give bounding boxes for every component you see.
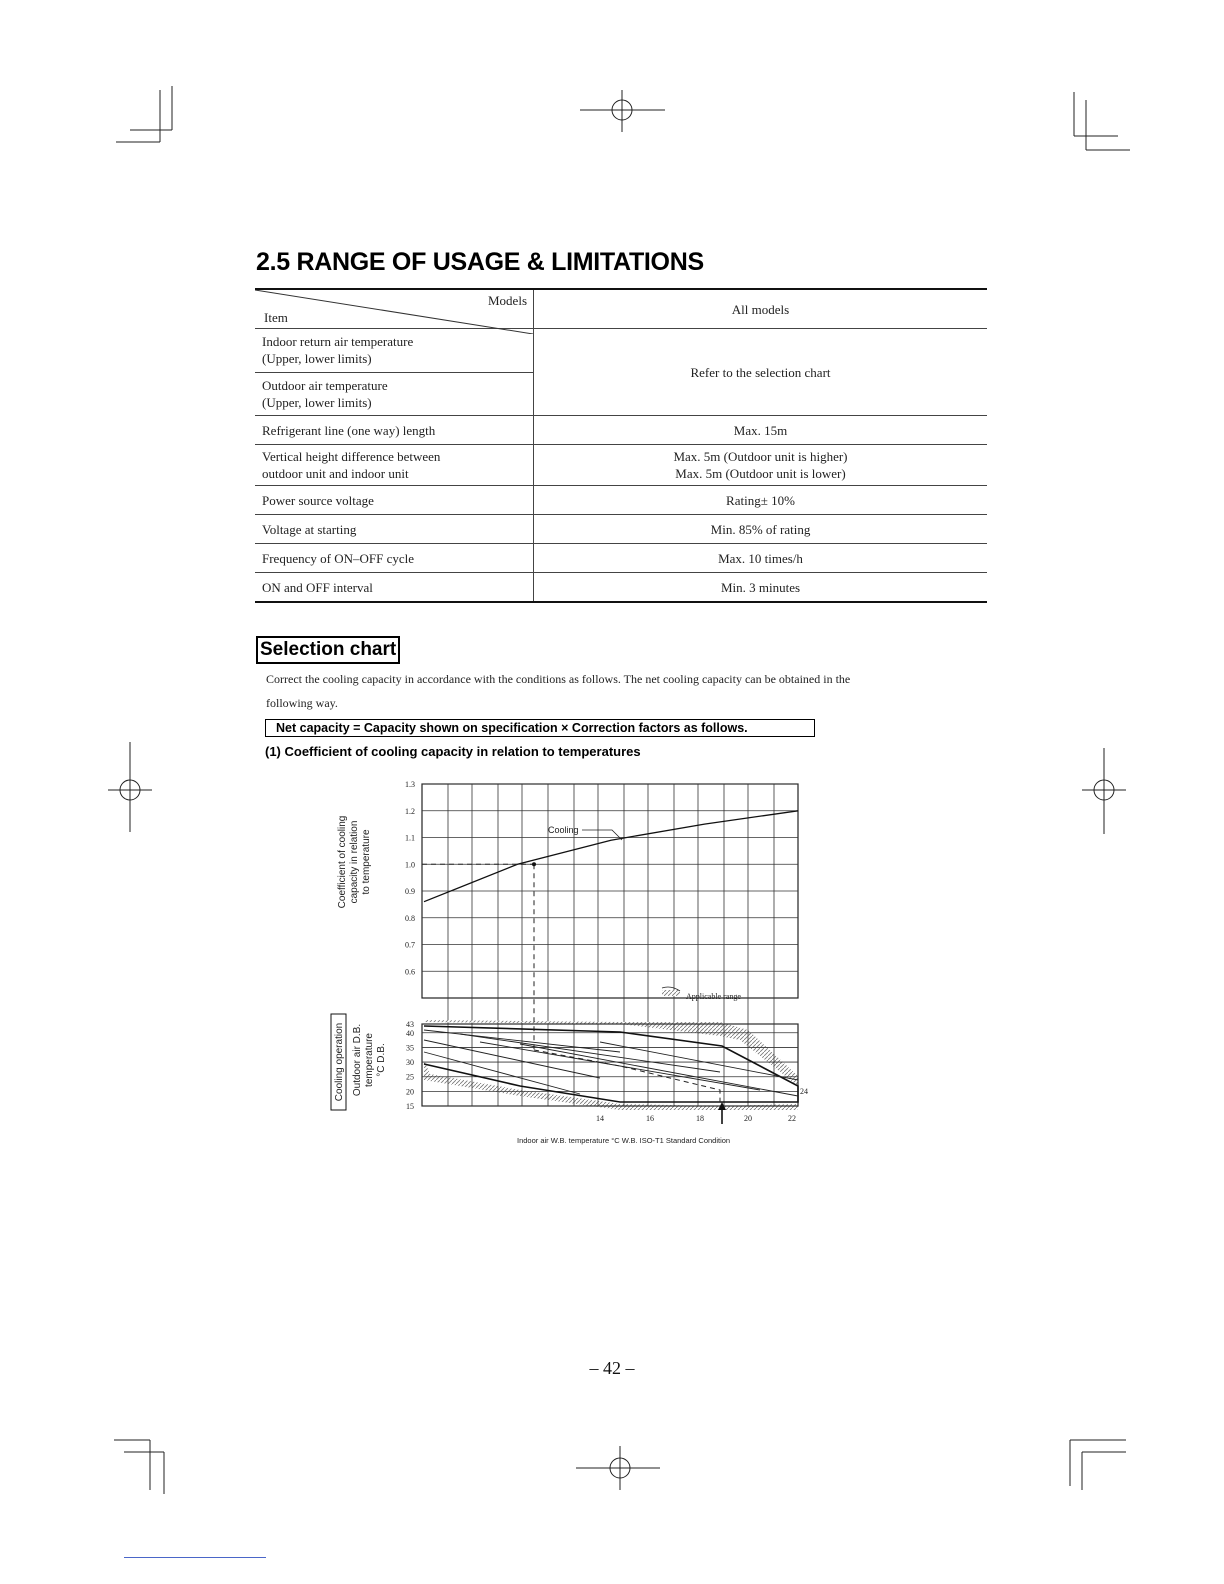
x-tick-label: 18 <box>696 1114 704 1123</box>
selection-paragraph-line2: following way. <box>266 696 338 710</box>
upper-y-tick-label: 0.9 <box>405 887 415 896</box>
lower-ylabel-line2: temperature <box>364 1033 375 1087</box>
row-value: Min. 3 minutes <box>534 573 988 603</box>
row-value: Max. 15m <box>534 416 988 445</box>
lower-y-tick-label: 25 <box>406 1072 414 1082</box>
cooling-label-leader <box>582 830 622 840</box>
upper-y-tick-label: 1.2 <box>405 806 415 816</box>
row-item-text: Indoor return air temperature <box>262 334 414 350</box>
row-item: ON and OFF interval <box>255 573 534 603</box>
lower-y-tick-label: 20 <box>406 1087 414 1097</box>
x-axis-label: Indoor air W.B. temperature °C W.B. ISO-T1 Standard Condition <box>517 1136 731 1145</box>
upper-y-tick-label: 0.7 <box>405 940 415 950</box>
upper-y-tick-label: 0.6 <box>405 967 415 977</box>
lower-ylabel-line1: Outdoor air D.B. <box>352 1023 363 1097</box>
lower-ylabel-line3: °C D.B. <box>376 1043 387 1077</box>
selection-paragraph-line1: Correct the cooling capacity in accordance with the conditions as follows. The net cooling capacity can be obtained in the <box>266 672 851 686</box>
upper-y-tick-label: 1.1 <box>405 833 415 843</box>
legend-applicable-range: Applicable range <box>686 992 741 1001</box>
row-value: Max. 10 times/h <box>534 544 988 573</box>
x-tick-label: 16 <box>646 1114 654 1123</box>
coefficient-heading: (1) Coefficient of cooling capacity in relation to temperatures <box>265 744 641 759</box>
reference-point <box>532 862 536 866</box>
footer-rule <box>124 1557 266 1558</box>
row-item-subtext: outdoor unit and indoor unit <box>262 466 409 481</box>
x-tick-label: 22 <box>788 1114 796 1123</box>
cooling-series-label: Cooling <box>548 825 579 835</box>
cooling-curve <box>424 811 798 902</box>
upper-ylabel-line3: to temperature <box>361 829 372 895</box>
upper-ylabel-line1: Coefficient of cooling <box>337 815 348 909</box>
selection-chart-heading: Selection chart <box>256 636 400 664</box>
cooling-operation-label: Cooling operation <box>334 1022 345 1102</box>
upper-y-tick-label: 0.8 <box>405 913 415 923</box>
row-value: Rating± 10% <box>534 486 988 515</box>
row-item-text: Vertical height difference between <box>262 449 441 464</box>
net-capacity-formula: Net capacity = Capacity shown on specification × Correction factors as follows. <box>265 719 815 737</box>
row-item-subtext: (Upper, lower limits) <box>262 394 372 410</box>
upper-ylabel-line2: capacity in relation <box>349 820 360 904</box>
row-value-text: Max. 5m (Outdoor unit is higher) <box>673 449 848 464</box>
header-models-label: Models <box>488 293 527 308</box>
row-item: Frequency of ON–OFF cycle <box>255 544 534 573</box>
upper-y-tick-label: 1.3 <box>405 780 415 789</box>
row-item-text: Outdoor air temperature <box>262 377 388 393</box>
x-tick-label: 14 <box>596 1114 604 1123</box>
lower-y-tick-label: 40 <box>406 1028 414 1038</box>
upper-y-tick-label: 1.0 <box>405 860 415 870</box>
lower-right-tick-24: 24 <box>800 1087 808 1096</box>
row-value: Min. 85% of rating <box>534 515 988 544</box>
standard-condition-arrow <box>718 1102 726 1124</box>
lower-y-tick-label: 35 <box>406 1043 414 1053</box>
page-number: – 42 – <box>589 1358 635 1378</box>
x-tick-label: 20 <box>744 1114 752 1123</box>
legend-swatch <box>662 987 680 996</box>
header-item-label: Item <box>264 310 288 325</box>
row-item-subtext: (Upper, lower limits) <box>262 351 372 367</box>
row-item: Refrigerant line (one way) length <box>255 416 534 445</box>
section-title: 2.5 RANGE OF USAGE & LIMITATIONS <box>256 248 704 276</box>
row-merged-value: Refer to the selection chart <box>534 329 988 416</box>
lower-y-tick-label: 30 <box>406 1058 414 1068</box>
header-all-models: All models <box>534 289 988 329</box>
lower-y-tick-label: 15 <box>406 1102 414 1111</box>
row-item: Power source voltage <box>255 486 534 515</box>
lower-y-tick-label: 43 <box>406 1020 414 1029</box>
row-item: Voltage at starting <box>255 515 534 544</box>
row-value-subtext: Max. 5m (Outdoor unit is lower) <box>675 466 846 481</box>
